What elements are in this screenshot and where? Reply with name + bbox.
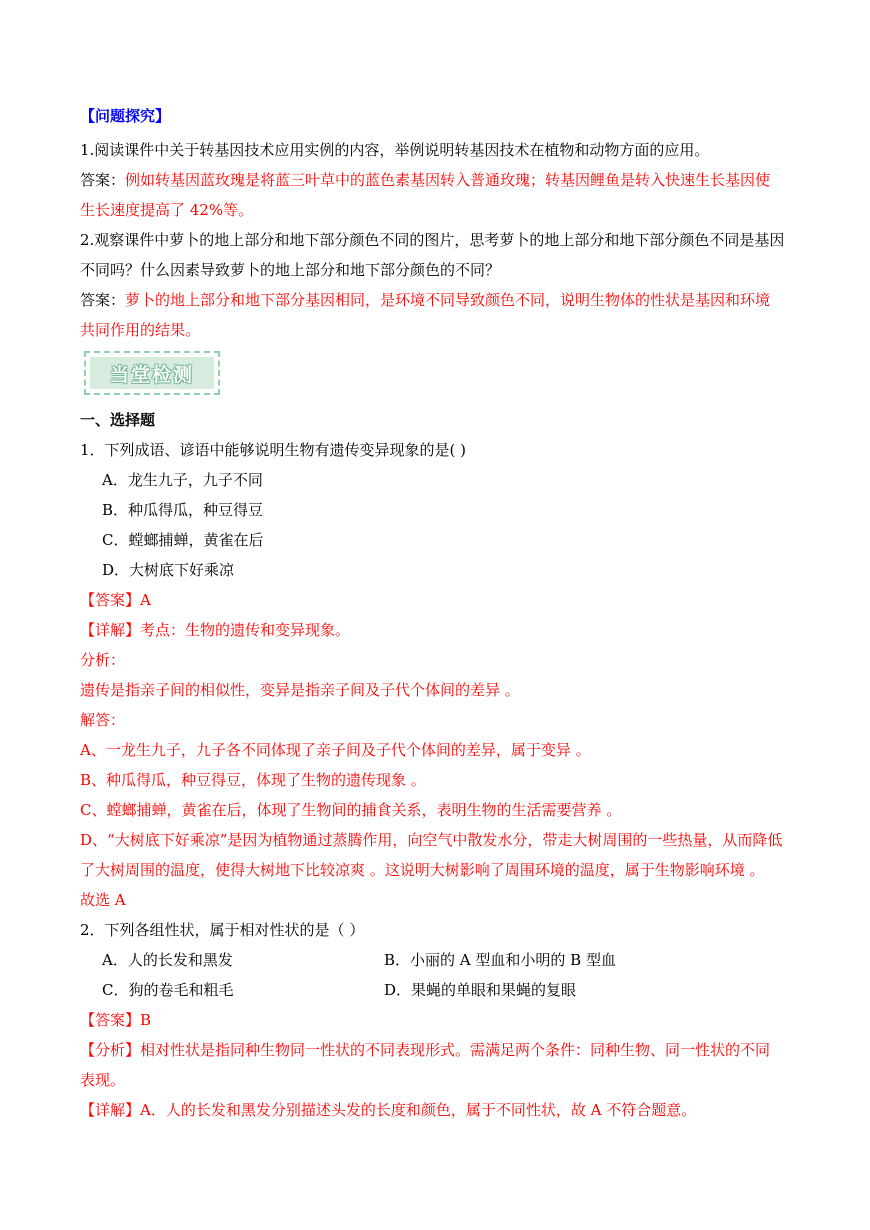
explore-question-2-line-2: 不同吗？什么因素导致萝卜的地上部分和地下部分颜色的不同？ bbox=[80, 261, 501, 279]
question-1-option-d: D．大树底下好乘凉 bbox=[102, 561, 235, 579]
question-2-detail: 【详解】A．人的长发和黑发分别描述头发的长度和颜色，属于不同性状，故 A 不符合题意。 bbox=[80, 1101, 697, 1119]
answer-text: 萝卜的地上部分和地下部分基因相同，是环境不同导致颜色不同，说明生物体的性状是基因和环境 bbox=[125, 291, 771, 309]
question-1-option-c: C．螳螂捕蝉，黄雀在后 bbox=[102, 531, 264, 549]
question-1-option-b: B．种瓜得瓜，种豆得豆 bbox=[102, 501, 264, 519]
explore-answer-1-line-2: 生长速度提高了 42%等。 bbox=[80, 201, 254, 219]
explore-answer-2-line-1 bbox=[80, 290, 770, 310]
question-1-solution-c: C、螳螂捕蝉，黄雀在后，体现了生物间的捕食关系，表明生物的生活需要营养 。 bbox=[80, 801, 622, 819]
question-1-solution-b: B、种瓜得瓜，种豆得豆，体现了生物的遗传现象 。 bbox=[80, 771, 426, 789]
answer-label: 答案： bbox=[80, 171, 126, 189]
question-2-stem: 2．下列各组性状，属于相对性状的是（ ） bbox=[80, 921, 365, 939]
part-title: 一、选择题 bbox=[80, 411, 156, 429]
explore-answer-2-line-2: 共同作用的结果。 bbox=[80, 321, 201, 339]
question-1-solution-d-line-2: 了大树周围的温度，使得大树地下比较凉爽 。这说明大树影响了周围环境的温度，属于生物影响环境 。 bbox=[80, 861, 765, 879]
question-1-analysis-label: 分析： bbox=[80, 651, 126, 669]
explore-question-1: 1.阅读课件中关于转基因技术应用实例的内容，举例说明转基因技术在植物和动物方面的应用。 bbox=[80, 141, 710, 159]
section-banner bbox=[84, 351, 220, 395]
question-1-detail: 【详解】考点：生物的遗传和变异现象。 bbox=[80, 621, 351, 639]
question-2-option-a: A．人的长发和黑发 bbox=[102, 951, 233, 969]
explore-answer-1-line-1 bbox=[80, 170, 770, 190]
question-1-solution-d-line-1: D、“大树底下好乘凉”是因为植物通过蒸腾作用，向空气中散发水分，带走大树周围的一些热量，从而降低 bbox=[80, 831, 783, 849]
explore-question-2-line-1: 2.观察课件中萝卜的地上部分和地下部分颜色不同的图片，思考萝卜的地上部分和地下部分颜色不同是基因 bbox=[80, 231, 785, 249]
banner-text: 当堂检测 bbox=[109, 363, 194, 386]
question-1-solution-a: A、一龙生九子，九子各不同体现了亲子间及子代个体间的差异，属于变异 。 bbox=[80, 741, 591, 759]
question-1-stem: 1．下列成语、谚语中能够说明生物有遗传变异现象的是( ) bbox=[80, 441, 467, 459]
question-1-solution-label: 解答： bbox=[80, 711, 126, 729]
question-1-answer: 【答案】A bbox=[80, 591, 151, 609]
question-2-option-c: C．狗的卷毛和粗毛 bbox=[102, 981, 234, 999]
question-1-conclusion: 故选 A bbox=[80, 891, 126, 909]
question-1-option-a: A．龙生九子，九子不同 bbox=[102, 471, 263, 489]
question-2-option-b: B．小丽的 A 型血和小明的 B 型血 bbox=[384, 951, 616, 969]
question-1-analysis: 遗传是指亲子间的相似性，变异是指亲子间及子代个体间的差异 。 bbox=[80, 681, 520, 699]
section-heading: 【问题探究】 bbox=[80, 107, 171, 125]
question-2-answer: 【答案】B bbox=[80, 1011, 152, 1029]
question-2-option-d: D．果蝇的单眼和果蝇的复眼 bbox=[384, 981, 577, 999]
answer-text: 例如转基因蓝玫瑰是将蓝三叶草中的蓝色素基因转入普通玫瑰；转基因鲤鱼是转入快速生长基因使 bbox=[125, 171, 771, 189]
question-2-analysis-line-2: 表现。 bbox=[80, 1071, 126, 1089]
answer-label: 答案： bbox=[80, 291, 126, 309]
question-2-analysis-line-1: 【分析】相对性状是指同种生物同一性状的不同表现形式。需满足两个条件：同种生物、同一性状的不同 bbox=[80, 1041, 771, 1059]
